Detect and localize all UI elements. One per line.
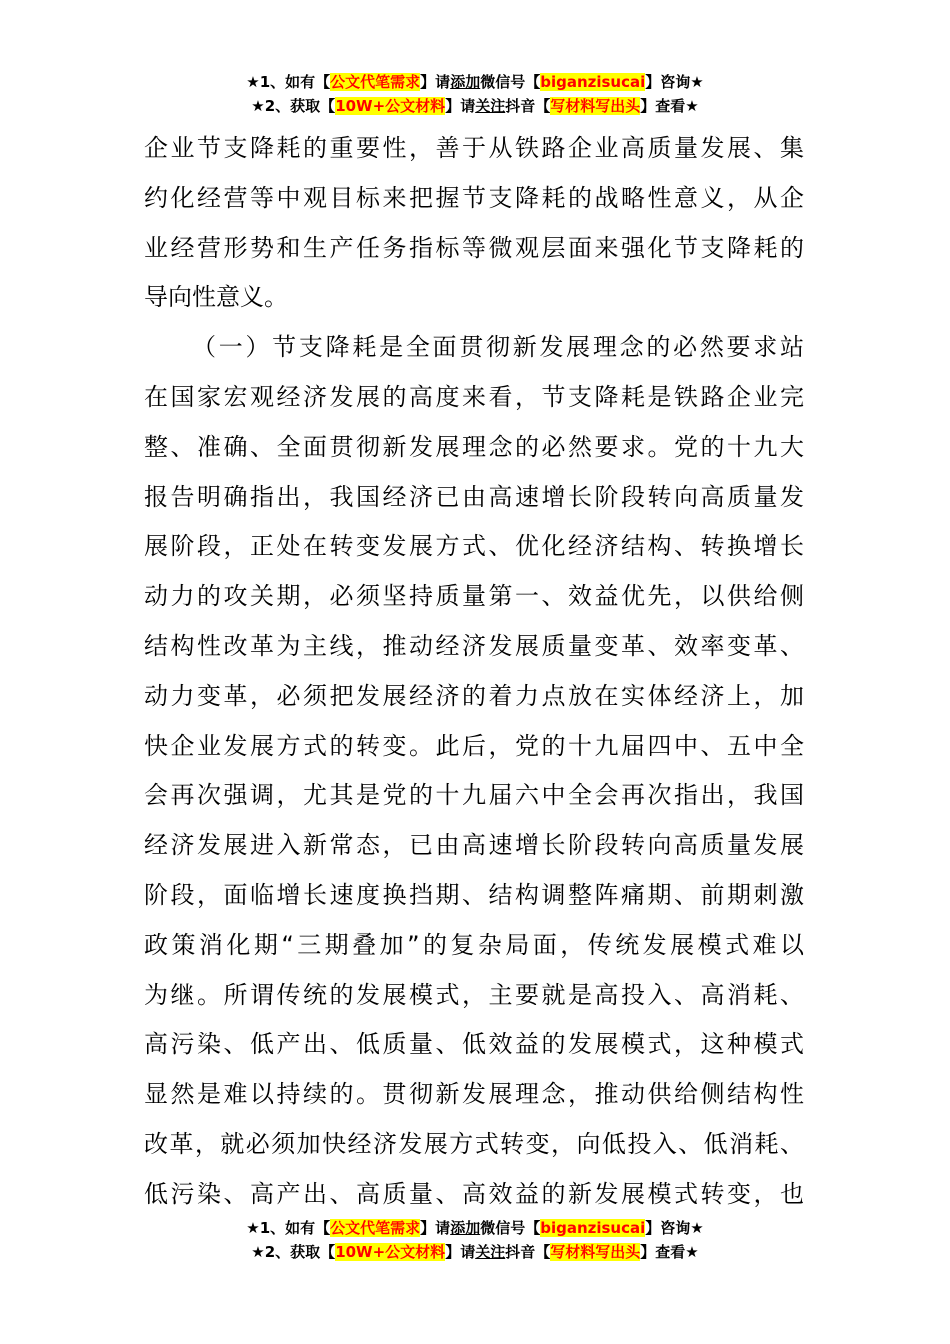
banner-text: 】请 xyxy=(445,1243,476,1261)
banner-text: 】查看★ xyxy=(640,1243,699,1261)
banner-highlight: 10W+公文材料 xyxy=(335,1243,446,1261)
banner-text: 抖音【 xyxy=(505,97,551,115)
banner-emphasis: 添加 xyxy=(450,1219,481,1237)
body-line: 高污染、低产出、低质量、低效益的发展模式，这种模式 xyxy=(144,1030,804,1059)
body-line: 报告明确指出，我国经济已由高速增长阶段转向高质量发 xyxy=(144,482,804,511)
banner-emphasis: 关注 xyxy=(475,97,506,115)
banner-text: 微信号【 xyxy=(480,1219,541,1237)
banner-emphasis: 关注 xyxy=(475,1243,506,1261)
body-line: 显然是难以持续的。贯彻新发展理念，推动供给侧结构性 xyxy=(144,1080,804,1109)
banner-text: 】咨询★ xyxy=(645,1219,704,1237)
banner-text: 】查看★ xyxy=(640,97,699,115)
banner-highlight: biganzisucai xyxy=(540,73,646,91)
banner-text: 抖音【 xyxy=(505,1243,551,1261)
body-line: 快企业发展方式的转变。此后，党的十九届四中、五中全 xyxy=(144,731,804,760)
body-line: 为继。所谓传统的发展模式，主要就是高投入、高消耗、 xyxy=(144,980,804,1009)
document-body xyxy=(144,124,804,1220)
body-line: 企业节支降耗的重要性，善于从铁路企业高质量发展、集 xyxy=(144,134,804,162)
body-line: 在国家宏观经济发展的高度来看，节支降耗是铁路企业完 xyxy=(144,382,804,411)
banner-text: ★1、如有【 xyxy=(246,73,331,91)
banner-highlight: 写材料写出头 xyxy=(550,1243,641,1261)
banner-text: 微信号【 xyxy=(480,73,541,91)
banner-line-2 xyxy=(0,1240,950,1264)
header-banner xyxy=(0,70,950,118)
banner-line-1 xyxy=(0,1216,950,1240)
body-line: 业经营形势和生产任务指标等微观层面来强化节支降耗的 xyxy=(144,233,804,262)
banner-highlight: 公文代笔需求 xyxy=(330,73,421,91)
banner-line-1 xyxy=(0,70,950,94)
banner-text: 】请 xyxy=(420,1219,451,1237)
banner-text: 】请 xyxy=(445,97,476,115)
body-line: 会再次强调，尤其是党的十九届六中全会再次指出，我国 xyxy=(144,781,804,810)
body-line: 整、准确、全面贯彻新发展理念的必然要求。党的十九大 xyxy=(144,432,804,461)
banner-text: ★2、获取【 xyxy=(251,97,336,115)
body-line: 动力变革，必须把发展经济的着力点放在实体经济上，加 xyxy=(144,681,804,710)
body-line: 结构性改革为主线，推动经济发展质量变革、效率变革、 xyxy=(144,631,804,660)
body-line: 展阶段，正处在转变发展方式、优化经济结构、转换增长 xyxy=(144,532,804,561)
body-line: 改革，就必须加快经济发展方式转变，向低投入、低消耗、 xyxy=(144,1129,804,1158)
banner-text: 】咨询★ xyxy=(645,73,704,91)
body-line: 导向性意义。 xyxy=(144,283,288,312)
banner-text: 】请 xyxy=(420,73,451,91)
banner-text: ★1、如有【 xyxy=(246,1219,331,1237)
section-heading-line: （一）节支降耗是全面贯彻新发展理念的必然要求站 xyxy=(192,333,804,362)
banner-emphasis: 添加 xyxy=(450,73,481,91)
banner-highlight: 10W+公文材料 xyxy=(335,97,446,115)
banner-highlight: 写材料写出头 xyxy=(550,97,641,115)
body-line: 动力的攻关期，必须坚持质量第一、效益优先，以供给侧 xyxy=(144,582,804,611)
body-line: 政策消化期“三期叠加”的复杂局面，传统发展模式难以 xyxy=(144,930,804,959)
body-line: 约化经营等中观目标来把握节支降耗的战略性意义，从企 xyxy=(144,183,804,212)
footer-banner xyxy=(0,1216,950,1264)
banner-line-2 xyxy=(0,94,950,118)
body-line: 阶段，面临增长速度换挡期、结构调整阵痛期、前期刺激 xyxy=(144,880,804,909)
banner-text: ★2、获取【 xyxy=(251,1243,336,1261)
banner-highlight: biganzisucai xyxy=(540,1219,646,1237)
body-line: 低污染、高产出、高质量、高效益的新发展模式转变，也 xyxy=(144,1179,804,1208)
body-line: 经济发展进入新常态，已由高速增长阶段转向高质量发展 xyxy=(144,831,804,860)
banner-highlight: 公文代笔需求 xyxy=(330,1219,421,1237)
